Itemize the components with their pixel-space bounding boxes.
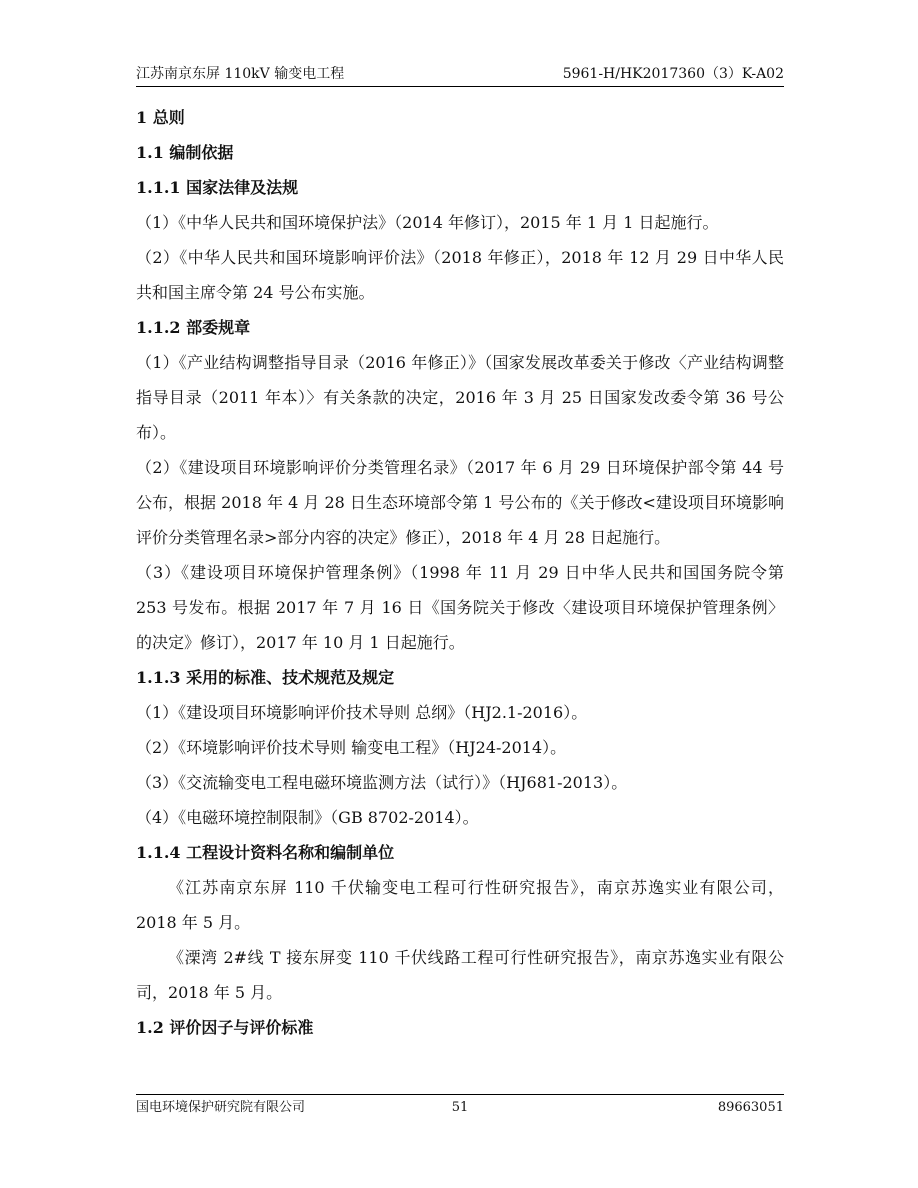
section-heading-1-1-4: 1.1.4 工程设计资料名称和编制单位	[136, 843, 395, 862]
section-heading-1-1-3: 1.1.3 采用的标准、技术规范及规定	[136, 668, 395, 687]
design-doc-item-2: 《溧湾 2#线 T 接东屏变 110 千伏线路工程可行性研究报告》，南京苏逸实业有限公司，2018 年 5 月。	[136, 948, 784, 1002]
header-document-code: 5961-H/HK2017360（3）K-A02	[562, 66, 784, 82]
rule-item-2: （2）《建设项目环境影响评价分类管理名录》（2017 年 6 月 29 日环境保护部令第 44 号公布，根据 2018 年 4 月 28 日生态环境部令第 1 号公布的《关于修改<建设项目环境影响评价分类管理名录>部分内容的决定》修正），2018 年 4 月 28 日起施行。	[136, 458, 784, 547]
rule-item-1: （1）《产业结构调整指导目录（2016 年修正）》（国家发展改革委关于修改〈产业结构调整指导目录（2011 年本）〉有关条款的决定，2016 年 3 月 25 日国家发改委令第 36 号公布）。	[136, 353, 784, 442]
standard-item-1: （1）《建设项目环境影响评价技术导则 总纲》（HJ2.1-2016）。	[136, 703, 588, 722]
section-heading-1-1-1: 1.1.1 国家法律及法规	[136, 178, 299, 197]
footer-document-number: 89663051	[717, 1100, 784, 1115]
page-header	[136, 64, 784, 87]
document-body	[136, 100, 784, 1045]
header-project-title: 江苏南京东屏 110kV 输变电工程	[136, 66, 345, 82]
section-heading-1: 1 总则	[136, 108, 185, 127]
design-doc-item-1: 《江苏南京东屏 110 千伏输变电工程可行性研究报告》，南京苏逸实业有限公司，2018 年 5 月。	[136, 878, 784, 932]
standard-item-4: （4）《电磁环境控制限制》（GB 8702-2014）。	[136, 808, 479, 827]
page-footer	[136, 1094, 784, 1119]
law-item-2: （2）《中华人民共和国环境影响评价法》（2018 年修正），2018 年 12 月 29 日中华人民共和国主席令第 24 号公布实施。	[136, 248, 784, 302]
footer-page-number: 51	[451, 1100, 469, 1115]
section-heading-1-1: 1.1 编制依据	[136, 143, 234, 162]
footer-organization: 国电环境保护研究院有限公司	[136, 1100, 306, 1115]
standard-item-2: （2）《环境影响评价技术导则 输变电工程》（HJ24-2014）。	[136, 738, 567, 757]
law-item-1: （1）《中华人民共和国环境保护法》（2014 年修订），2015 年 1 月 1 日起施行。	[136, 213, 719, 232]
section-heading-1-1-2: 1.1.2 部委规章	[136, 318, 251, 337]
section-heading-1-2: 1.2 评价因子与评价标准	[136, 1018, 314, 1037]
rule-item-3: （3）《建设项目环境保护管理条例》（1998 年 11 月 29 日中华人民共和国国务院令第 253 号发布。根据 2017 年 7 月 16 日《国务院关于修改〈建设项目环境保护管理条例〉的决定》修订），2017 年 10 月 1 日起施行。	[136, 563, 784, 652]
standard-item-3: （3）《交流输变电工程电磁环境监测方法（试行）》（HJ681-2013）。	[136, 773, 628, 792]
